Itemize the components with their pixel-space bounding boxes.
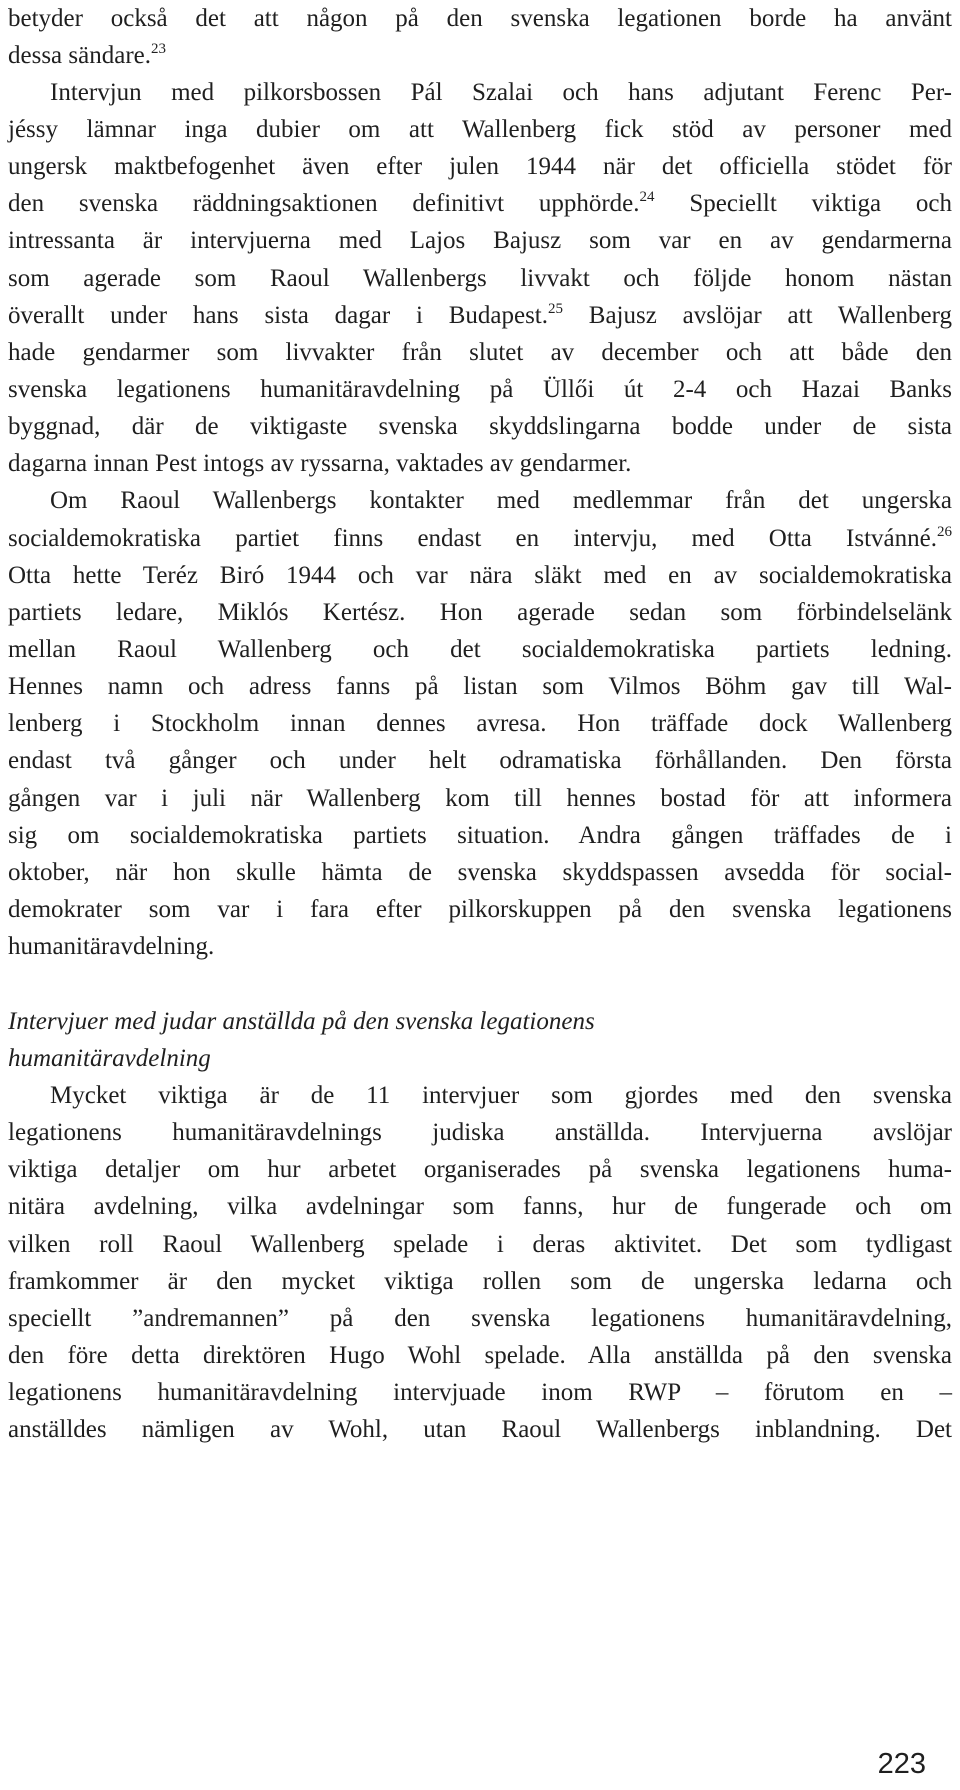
section-heading: humanitäravdelning — [8, 1045, 211, 1072]
body-line: jéssy lämnar inga dubier om att Wallenberg fick stöd av personer med — [8, 116, 952, 143]
footnote-ref-25[interactable]: 25 — [548, 301, 563, 317]
paragraph-start-line: Om Raoul Wallenbergs kontakter med medlemmar från det ungerska — [50, 487, 952, 514]
body-line: Hennes namn och adress fanns på listan som Vilmos Böhm gav till Wal- — [8, 673, 952, 700]
body-line: oktober, när hon skulle hämta de svenska skyddspassen avsedda för social- — [8, 859, 952, 886]
body-line: svenska legationens humanitäravdelning på Üllői út 2-4 och Hazai Banks — [8, 376, 952, 403]
body-line: gången var i juli när Wallenberg kom till hennes bostad för att informera — [8, 785, 952, 812]
body-line: anställdes nämligen av Wohl, utan Raoul Wallenbergs inblandning. Det — [8, 1416, 952, 1443]
body-line: betyder också det att någon på den svenska legationen borde ha använt — [8, 5, 952, 32]
section-heading: Intervjuer med judar anställda på den svenska legationens — [8, 1008, 595, 1035]
body-line: demokrater som var i fara efter pilkorskuppen på den svenska legationens — [8, 896, 952, 923]
body-line: sig om socialdemokratiska partiets situation. Andra gången träffades de i — [8, 822, 952, 849]
line-text: socialdemokratiska partiet finns endast en intervju, med Otta Istvánné. — [8, 525, 937, 552]
body-line: ungersk maktbefogenhet även efter julen 1944 när det officiella stödet för — [8, 153, 952, 180]
body-line: humanitäravdelning. — [8, 933, 215, 960]
body-line: viktiga detaljer om hur arbetet organiserades på svenska legationens huma- — [8, 1156, 952, 1183]
body-line: endast två gånger och under helt odramatiska förhållanden. Den första — [8, 747, 952, 774]
footnote-ref-26[interactable]: 26 — [937, 524, 952, 540]
body-line — [8, 37, 952, 75]
body-line: partiets ledare, Miklós Kertész. Hon agerade sedan som förbindelselänk — [8, 599, 952, 626]
line-text: överallt under hans sista dagar i Budapest. — [8, 302, 548, 329]
body-line: legationens humanitäravdelning intervjuade inom RWP – förutom en – — [8, 1379, 952, 1406]
body-line: legationens humanitäravdelnings judiska anställda. Intervjuerna avslöjar — [8, 1119, 952, 1146]
paragraph-start-line: Mycket viktiga är de 11 intervjuer som gjordes med den svenska — [50, 1082, 952, 1109]
body-line: speciellt ”andremannen” på den svenska legationens humanitäravdelning, — [8, 1305, 952, 1332]
body-line: nitära avdelning, vilka avdelningar som fanns, hur de fungerade och om — [8, 1193, 952, 1220]
footnote-ref-23[interactable]: 23 — [151, 41, 166, 57]
line-text: Speciellt viktiga och — [654, 190, 952, 217]
line-text: dessa sändare. — [8, 42, 151, 69]
body-line — [8, 185, 952, 223]
line-text: Bajusz avslöjar att Wallenberg — [563, 302, 952, 329]
body-line: mellan Raoul Wallenberg och det socialdemokratiska partiets ledning. — [8, 636, 952, 663]
body-line: den före detta direktören Hugo Wohl spelade. Alla anställda på den svenska — [8, 1342, 952, 1369]
page-number: 223 — [877, 1748, 926, 1780]
body-line: framkommer är den mycket viktiga rollen som de ungerska ledarna och — [8, 1268, 952, 1295]
body-line: Otta hette Teréz Biró 1944 och var nära släkt med en av socialdemokratiska — [8, 562, 952, 589]
paragraph-start-line: Intervjun med pilkorsbossen Pál Szalai och hans adjutant Ferenc Per- — [50, 79, 952, 106]
body-line — [8, 520, 952, 558]
body-line: byggnad, där de viktigaste svenska skyddslingarna bodde under de sista — [8, 413, 952, 440]
line-text: den svenska räddningsaktionen definitivt upphörde. — [8, 190, 640, 217]
body-line: intressanta är intervjuerna med Lajos Bajusz som var en av gendarmerna — [8, 227, 952, 254]
body-line: hade gendarmer som livvakter från slutet av december och att både den — [8, 339, 952, 366]
body-line: som agerade som Raoul Wallenbergs livvakt och följde honom nästan — [8, 265, 952, 292]
body-line: vilken roll Raoul Wallenberg spelade i deras aktivitet. Det som tydligast — [8, 1231, 952, 1258]
body-line — [8, 297, 952, 335]
body-line: dagarna innan Pest intogs av ryssarna, vaktades av gendarmer. — [8, 450, 632, 477]
body-line: lenberg i Stockholm innan dennes avresa. Hon träffade dock Wallenberg — [8, 710, 952, 737]
footnote-ref-24[interactable]: 24 — [639, 189, 655, 205]
